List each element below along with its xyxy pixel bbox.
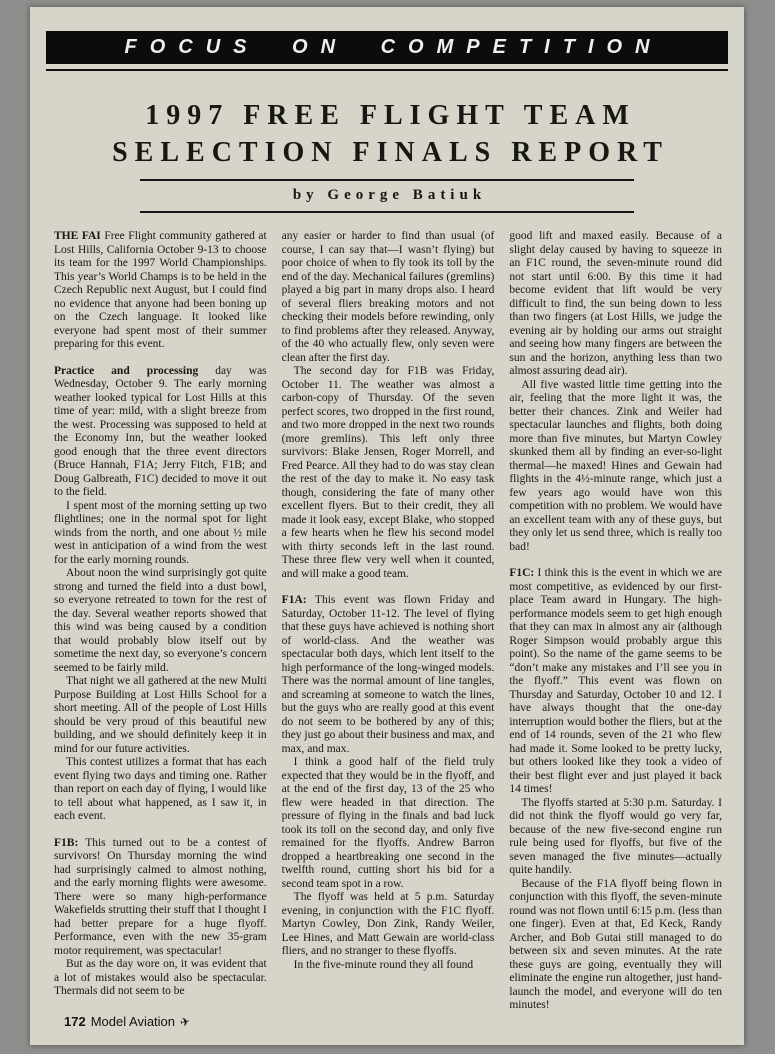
page-number: 172 xyxy=(64,1014,86,1029)
paragraph: good lift and maxed easily. Because of a slight delay caused by having to squeeze in an F1C round, the seven-minute round did not start until 6:00. By this time it had become evident that lift would be very difficult to find, the sun being down to less than two fingers (at Lost Hills, we judge the evening air by holding our arms out straight and seeing how many fingers are between the sun and the horizon, anything less than two almost assuring dead air). xyxy=(509,230,723,377)
article-title xyxy=(30,97,744,171)
article-column-3 xyxy=(509,230,722,1013)
paragraph-lead: F1A: xyxy=(281,594,307,606)
paragraph: The flyoff was held at 5 p.m. Saturday evening, in conjunction with the F1C flyoff. Martyn Cowley, Don Zink, Randy Weiler, Lee Hines, and Matt Gewain are world-class fliers, and no stranger to these flyoffs. xyxy=(281,891,495,957)
paragraph: But as the day wore on, it was evident that a lot of mistakes would also be spectacular. Thermals did not seem to be xyxy=(54,958,267,997)
section-banner-text: FOCUS ON COMPETITION xyxy=(124,36,663,58)
byline-rule-top xyxy=(140,179,634,181)
banner-rule xyxy=(46,69,728,71)
paragraph: F1B: This turned out to be a contest of survivors! On Thursday morning the wind had surprisingly calmed to almost nothing, and the early morning flights were awesome. There were so many high-performance Wakefields strutting their stuff that I thought I had better prepare for a huge flyoff. Performance, even with the new 35-gram motor requirement, was spectacular! xyxy=(54,836,267,957)
paragraph: THE FAI Free Flight community gathered at Lost Hills, California October 9-13 to choose its team for the 1997 World Championships. This year’s World Champs is to be held in the Czech Republic next August, but I could find no evidence that anyone had been boning up on the Czech language. It looked like everyone had spent most of their summer preparing for this event. xyxy=(54,230,267,350)
paragraph: The second day for F1B was Friday, October 11. The weather was almost a carbon-copy of Thursday. Of the seven perfect scores, two dropped in the first round, and two more dropped in the next two rounds (more gremlins). This left only three survivors: Blake Jensen, Roger Morrell, and Fred Pearce. All they had to do was stay clean the rest of the day to make it. No easy task though, considering the fate of many other excellent flyers. But to their credit, they all made it look easy, except Blake, who stopped a few hearts when he flew his second model with thirty seconds left in the last round. These three flew very well when it counted, and will make a good team. xyxy=(281,365,495,580)
paragraph-lead: Practice and processing xyxy=(54,364,199,377)
paragraph: This contest utilizes a format that has each event flying two days and timing one. Rather than report on each day of flying, I would like to tell about what happened, as I saw it, in each event. xyxy=(54,756,267,822)
paragraph: That night we all gathered at the new Multi Purpose Building at Lost Hills School for a short meeting. All of the people of Lost Hills should be very proud of this beautiful new building, and we should definitely keep it in mind for our future activities. xyxy=(54,675,267,755)
paragraph-lead: THE FAI xyxy=(54,230,101,242)
paragraph: F1C: I think this is the event in which we are most competitive, as evidenced by our first-place Team award in Hungary. The high-performance models seem to get high enough that they can max in almost any air (although Roger Simpson would probably argue this point). So the name of the game seems to be “don’t make any mistakes and I’ll see you in the flyoff.” This event was flown on Thursday and Saturday, October 10 and 12. I have always thought that the one-day interruption would bother the fliers, but at the end of 14 rounds, seven of the 21 who flew had made it. Some looked to be pretty lucky, but others looked like they took a video of their best flight ever and just played it back 14 times! xyxy=(509,567,723,795)
magazine-page xyxy=(30,7,744,1045)
paragraph: Because of the F1A flyoff being flown in conjunction with this flyoff, the seven-minute round was not flown until 6:15 p.m. (less than one finger). Even at that, Ed Keck, Randy Archer, and Bob Gutai still managed to do between six and seven minutes. At the rate these guys are going, eventually they will eliminate the engine run altogether, just hand-launch the model, and everyone will do ten minutes! xyxy=(509,877,723,1011)
paragraph-lead: F1C: xyxy=(509,567,535,579)
article-title-line1: 1997 FREE FLIGHT TEAM xyxy=(145,100,636,131)
byline: by George Batiuk xyxy=(292,187,487,203)
article-columns xyxy=(54,230,722,1013)
article-column-2 xyxy=(282,230,495,1013)
magazine-name: Model Aviation xyxy=(90,1014,176,1029)
paragraph: About noon the wind surprisingly got quite strong and turned the field into a dust bowl, so everyone retreated to town for the rest of the day. Several weather reports showed that this wind was being caused by a condition that would probably blow itself out by sometime the next day, so everyone’s concern seemed to be fairly mild. xyxy=(54,567,267,674)
article-title-line2: SELECTION FINALS REPORT xyxy=(112,137,669,168)
article-column-1 xyxy=(54,230,267,1013)
paragraph: I spent most of the morning setting up two flightlines; one in the normal spot for light winds from the north, and one about ½ mile west in anticipation of a wind from the west for the early morning rounds. xyxy=(54,499,267,566)
paragraph: All five wasted little time getting into the air, feeling that the more light it was, the better their chances. Zink and Weiler had spectacular launches and flights, both doing more than five minutes, but Martyn Cowley skunked them all by finding an ever-so-light thermal—he maxed! Hines and Gewain had flights in the 4½-minute range, which just a few years ago would have won this competition with no problem. We would have an excellent team with any of these guys, but they only let us send three, which is really too bad! xyxy=(509,378,723,553)
section-banner xyxy=(46,31,728,64)
paragraph: any easier or harder to find than usual (of course, I can say that—I wasn’t flying) but poor choice of when to fly took its toll by the end of the day. Mechanical failures (gremlins) played a big part in many drops also. I heard of several fliers breaking motors and not checking their models before rewinding, only to find problems after they released. Anyway, of the 40 who actually flew, only seven were clean after the first day. xyxy=(281,230,495,364)
paragraph: In the five-minute round they all found xyxy=(293,958,474,971)
paragraph: The flyoffs started at 5:30 p.m. Saturday. I did not think the flyoff would go very far, because of the new five-second engine run rule being used for flyoffs, but five of the seven managed the five minutes—actually quite handily. xyxy=(509,796,723,876)
page-footer xyxy=(64,1014,190,1029)
paragraph: F1A: This event was flown Friday and Saturday, October 11-12. The level of flying that these guys have achieved is nothing short of world-class. And the weather was spectacular both days, which lent itself to the high performance of the long-winged models. There was the normal amount of line tangles, and screaming at someone to watch the lines, but the guys who are really good at this event do not seem to be bothered by any of this; they just go about their business and max, and max, and max. xyxy=(281,594,495,755)
byline-rule-bottom xyxy=(140,211,634,213)
paragraph: Practice and processing day was Wednesday, October 9. The early morning weather looked typical for Lost Hills at this time of year: mild, with a slight breeze from the west. Processing was supposed to held at the Economy Inn, but the weather looked good enough that the three event directors (Bruce Hannah, F1A; Jerry Fitch, F1B; and Doug Galbreath, F1C) decided to move it out to the field. xyxy=(54,364,267,498)
paragraph-lead: F1B: xyxy=(54,836,79,849)
airplane-icon: ✈ xyxy=(178,1014,192,1030)
paragraph: I think a good half of the field truly expected that they would be in the flyoff, and at the end of the first day, 13 of the 25 who flew were headed in that direction. The pressure of flying in the finals and bad luck took its toll on the second day, and only five remained for the flyoffs. Andrew Barron dropped a heartbreaking one second in the twelfth round, cutting short his bid for a second team spot in a row. xyxy=(281,756,495,890)
